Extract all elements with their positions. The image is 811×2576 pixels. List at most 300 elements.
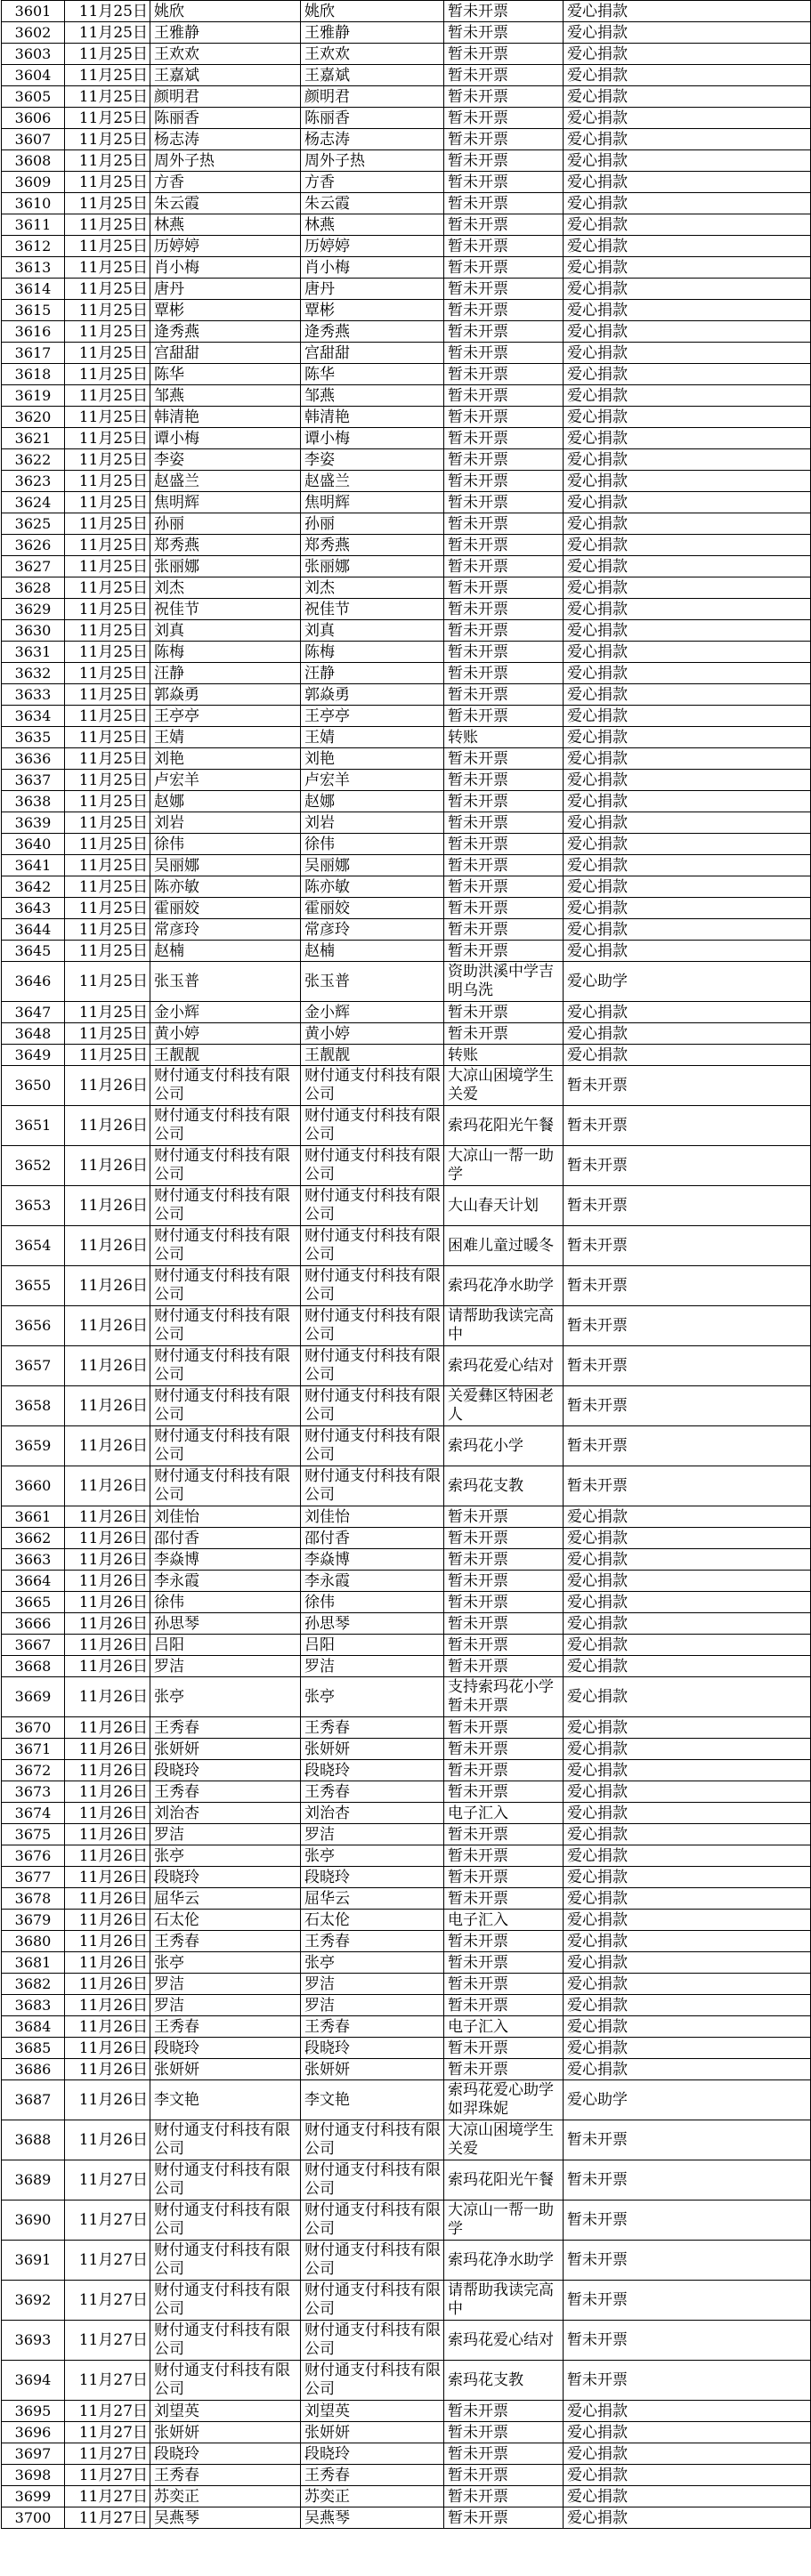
- serial-cell: 3700: [2, 2507, 65, 2529]
- date-cell: 11月25日: [65, 236, 150, 257]
- category-cell: 爱心捐款: [564, 1717, 811, 1739]
- category-cell: 爱心捐款: [564, 2059, 811, 2080]
- donor-cell: 罗洁: [150, 1656, 301, 1677]
- payer-cell: 宫甜甜: [301, 343, 444, 364]
- note-cell: 暂未开票: [444, 86, 564, 108]
- note-cell: 索玛花爱心结对: [444, 2321, 564, 2361]
- donor-cell: 王亭亭: [150, 706, 301, 727]
- donor-cell: 焦明辉: [150, 492, 301, 513]
- note-cell: 支持索玛花小学暂未开票: [444, 1677, 564, 1717]
- note-cell: 暂未开票: [444, 642, 564, 663]
- serial-cell: 3670: [2, 1717, 65, 1739]
- date-cell: 11月25日: [65, 364, 150, 385]
- serial-cell: 3639: [2, 812, 65, 834]
- payer-cell: 赵盛兰: [301, 471, 444, 492]
- date-cell: 11月26日: [65, 1226, 150, 1266]
- date-cell: 11月27日: [65, 2486, 150, 2507]
- date-cell: 11月25日: [65, 599, 150, 620]
- donor-cell: 财付通支付科技有限公司: [150, 1106, 301, 1146]
- note-cell: 请帮助我读完高中: [444, 2281, 564, 2321]
- donor-cell: 段晓玲: [150, 1867, 301, 1888]
- serial-cell: 3633: [2, 684, 65, 706]
- serial-cell: 3671: [2, 1739, 65, 1760]
- date-cell: 11月25日: [65, 22, 150, 44]
- note-cell: 暂未开票: [444, 834, 564, 855]
- table-row: [2, 1571, 811, 1592]
- payer-cell: 财付通支付科技有限公司: [301, 2321, 444, 2361]
- serial-cell: 3602: [2, 22, 65, 44]
- donor-cell: 宫甜甜: [150, 343, 301, 364]
- date-cell: 11月25日: [65, 86, 150, 108]
- donor-cell: 常彦玲: [150, 919, 301, 941]
- payer-cell: 谭小梅: [301, 428, 444, 449]
- category-cell: 爱心捐款: [564, 236, 811, 257]
- category-cell: 爱心捐款: [564, 44, 811, 65]
- date-cell: 11月27日: [65, 2465, 150, 2486]
- table-row: [2, 898, 811, 919]
- date-cell: 11月25日: [65, 791, 150, 812]
- category-cell: 爱心捐款: [564, 1, 811, 22]
- category-cell: 暂未开票: [564, 1346, 811, 1386]
- note-cell: 大凉山困境学生关爱: [444, 2120, 564, 2160]
- note-cell: 大凉山一帮一助学: [444, 1146, 564, 1186]
- category-cell: 爱心捐款: [564, 770, 811, 791]
- serial-cell: 3626: [2, 535, 65, 556]
- category-cell: 爱心捐款: [564, 321, 811, 343]
- payer-cell: 王秀春: [301, 2016, 444, 2038]
- payer-cell: 苏奕正: [301, 2486, 444, 2507]
- donor-cell: 罗洁: [150, 1974, 301, 1995]
- payer-cell: 汪静: [301, 663, 444, 684]
- payer-cell: 财付通支付科技有限公司: [301, 2160, 444, 2201]
- table-row: [2, 1106, 811, 1146]
- note-cell: 电子汇入: [444, 1803, 564, 1824]
- payer-cell: 王欢欢: [301, 44, 444, 65]
- serial-cell: 3689: [2, 2160, 65, 2201]
- serial-cell: 3688: [2, 2120, 65, 2160]
- donor-cell: 王靓靓: [150, 1045, 301, 1066]
- serial-cell: 3628: [2, 577, 65, 599]
- date-cell: 11月25日: [65, 214, 150, 236]
- date-cell: 11月26日: [65, 1346, 150, 1386]
- category-cell: 爱心捐款: [564, 684, 811, 706]
- note-cell: 暂未开票: [444, 791, 564, 812]
- serial-cell: 3695: [2, 2401, 65, 2422]
- payer-cell: 张亭: [301, 1952, 444, 1974]
- payer-cell: 段晓玲: [301, 1760, 444, 1781]
- date-cell: 11月27日: [65, 2321, 150, 2361]
- table-row: [2, 1592, 811, 1613]
- serial-cell: 3656: [2, 1306, 65, 1346]
- date-cell: 11月26日: [65, 1867, 150, 1888]
- serial-cell: 3630: [2, 620, 65, 642]
- category-cell: 爱心捐款: [564, 855, 811, 876]
- table-row: [2, 2321, 811, 2361]
- payer-cell: 唐丹: [301, 279, 444, 300]
- payer-cell: 孙思琴: [301, 1613, 444, 1635]
- donor-cell: 屈华云: [150, 1888, 301, 1910]
- donor-cell: 吴燕琴: [150, 2507, 301, 2529]
- note-cell: 暂未开票: [444, 492, 564, 513]
- table-row: [2, 2160, 811, 2201]
- category-cell: 暂未开票: [564, 2241, 811, 2281]
- date-cell: 11月26日: [65, 1426, 150, 1466]
- serial-cell: 3606: [2, 108, 65, 129]
- date-cell: 11月26日: [65, 1656, 150, 1677]
- donor-cell: 段晓玲: [150, 2038, 301, 2059]
- note-cell: 暂未开票: [444, 257, 564, 279]
- category-cell: 爱心捐款: [564, 86, 811, 108]
- date-cell: 11月25日: [65, 65, 150, 86]
- donor-cell: 李永霞: [150, 1571, 301, 1592]
- table-row: [2, 1386, 811, 1426]
- date-cell: 11月27日: [65, 2160, 150, 2201]
- date-cell: 11月25日: [65, 535, 150, 556]
- table-row: [2, 449, 811, 471]
- payer-cell: 财付通支付科技有限公司: [301, 1146, 444, 1186]
- category-cell: 爱心捐款: [564, 22, 811, 44]
- note-cell: 暂未开票: [444, 1867, 564, 1888]
- note-cell: 暂未开票: [444, 22, 564, 44]
- donor-cell: 张妍妍: [150, 2422, 301, 2443]
- payer-cell: 覃彬: [301, 300, 444, 321]
- date-cell: 11月25日: [65, 620, 150, 642]
- note-cell: 暂未开票: [444, 1613, 564, 1635]
- category-cell: 爱心捐款: [564, 65, 811, 86]
- date-cell: 11月25日: [65, 706, 150, 727]
- note-cell: 暂未开票: [444, 1824, 564, 1845]
- table-row: [2, 855, 811, 876]
- payer-cell: 周外子热: [301, 150, 444, 172]
- serial-cell: 3625: [2, 513, 65, 535]
- date-cell: 11月26日: [65, 1386, 150, 1426]
- donor-cell: 朱云霞: [150, 193, 301, 214]
- payer-cell: 财付通支付科技有限公司: [301, 1106, 444, 1146]
- table-row: [2, 65, 811, 86]
- category-cell: 爱心捐款: [564, 812, 811, 834]
- donor-cell: 邵付香: [150, 1528, 301, 1549]
- table-row: [2, 2120, 811, 2160]
- donor-cell: 张妍妍: [150, 2059, 301, 2080]
- donor-cell: 财付通支付科技有限公司: [150, 2321, 301, 2361]
- table-row: [2, 513, 811, 535]
- date-cell: 11月26日: [65, 1888, 150, 1910]
- table-row: [2, 364, 811, 385]
- donor-cell: 财付通支付科技有限公司: [150, 1266, 301, 1306]
- donor-cell: 孙丽: [150, 513, 301, 535]
- date-cell: 11月26日: [65, 1824, 150, 1845]
- table-row: [2, 2443, 811, 2465]
- payer-cell: 邹燕: [301, 385, 444, 407]
- donor-cell: 刘艳: [150, 748, 301, 770]
- serial-cell: 3646: [2, 962, 65, 1002]
- category-cell: 爱心捐款: [564, 1952, 811, 1974]
- table-row: [2, 1346, 811, 1386]
- date-cell: 11月25日: [65, 44, 150, 65]
- table-row: [2, 2507, 811, 2529]
- donor-cell: 吴丽娜: [150, 855, 301, 876]
- table-row: [2, 919, 811, 941]
- table-row: [2, 1549, 811, 1571]
- note-cell: 暂未开票: [444, 898, 564, 919]
- note-cell: 暂未开票: [444, 1717, 564, 1739]
- serial-cell: 3662: [2, 1528, 65, 1549]
- donor-cell: 吕阳: [150, 1635, 301, 1656]
- serial-cell: 3667: [2, 1635, 65, 1656]
- table-row: [2, 1803, 811, 1824]
- note-cell: 暂未开票: [444, 279, 564, 300]
- serial-cell: 3699: [2, 2486, 65, 2507]
- table-row: [2, 385, 811, 407]
- date-cell: 11月25日: [65, 492, 150, 513]
- donor-cell: 陈梅: [150, 642, 301, 663]
- table-row: [2, 1, 811, 22]
- date-cell: 11月25日: [65, 385, 150, 407]
- payer-cell: 方香: [301, 172, 444, 193]
- payer-cell: 王秀春: [301, 1931, 444, 1952]
- donor-cell: 段晓玲: [150, 2443, 301, 2465]
- category-cell: 暂未开票: [564, 1186, 811, 1226]
- donor-cell: 王欢欢: [150, 44, 301, 65]
- table-row: [2, 1613, 811, 1635]
- table-row: [2, 1002, 811, 1023]
- donor-cell: 李焱博: [150, 1549, 301, 1571]
- category-cell: 爱心捐款: [564, 577, 811, 599]
- serial-cell: 3696: [2, 2422, 65, 2443]
- note-cell: 索玛花净水助学: [444, 2241, 564, 2281]
- category-cell: 爱心捐款: [564, 1867, 811, 1888]
- category-cell: 爱心捐款: [564, 150, 811, 172]
- serial-cell: 3686: [2, 2059, 65, 2080]
- payer-cell: 罗洁: [301, 1974, 444, 1995]
- donor-cell: 财付通支付科技有限公司: [150, 2120, 301, 2160]
- table-row: [2, 770, 811, 791]
- donor-cell: 唐丹: [150, 279, 301, 300]
- payer-cell: 财付通支付科技有限公司: [301, 2241, 444, 2281]
- payer-cell: 财付通支付科技有限公司: [301, 1466, 444, 1506]
- payer-cell: 张玉普: [301, 962, 444, 1002]
- table-row: [2, 428, 811, 449]
- category-cell: 爱心捐款: [564, 492, 811, 513]
- date-cell: 11月25日: [65, 428, 150, 449]
- donor-cell: 财付通支付科技有限公司: [150, 2201, 301, 2241]
- note-cell: 暂未开票: [444, 1, 564, 22]
- category-cell: 爱心捐款: [564, 172, 811, 193]
- table-row: [2, 2059, 811, 2080]
- note-cell: 暂未开票: [444, 1781, 564, 1803]
- payer-cell: 刘岩: [301, 812, 444, 834]
- category-cell: 爱心捐款: [564, 1045, 811, 1066]
- note-cell: 暂未开票: [444, 684, 564, 706]
- payer-cell: 张丽娜: [301, 556, 444, 577]
- serial-cell: 3620: [2, 407, 65, 428]
- donor-cell: 张亭: [150, 1952, 301, 1974]
- donor-cell: 逄秀燕: [150, 321, 301, 343]
- note-cell: 索玛花阳光午餐: [444, 2160, 564, 2201]
- date-cell: 11月26日: [65, 1845, 150, 1867]
- date-cell: 11月26日: [65, 1931, 150, 1952]
- payer-cell: 王秀春: [301, 1781, 444, 1803]
- note-cell: 大山春天计划: [444, 1186, 564, 1226]
- table-row: [2, 1656, 811, 1677]
- serial-cell: 3616: [2, 321, 65, 343]
- donor-cell: 姚欣: [150, 1, 301, 22]
- date-cell: 11月25日: [65, 962, 150, 1002]
- donor-cell: 颜明君: [150, 86, 301, 108]
- table-row: [2, 2241, 811, 2281]
- payer-cell: 刘佳怡: [301, 1506, 444, 1528]
- serial-cell: 3647: [2, 1002, 65, 1023]
- donor-cell: 财付通支付科技有限公司: [150, 2361, 301, 2401]
- payer-cell: 李焱博: [301, 1549, 444, 1571]
- note-cell: 暂未开票: [444, 1549, 564, 1571]
- table-row: [2, 1226, 811, 1266]
- date-cell: 11月25日: [65, 407, 150, 428]
- date-cell: 11月26日: [65, 1549, 150, 1571]
- date-cell: 11月27日: [65, 2443, 150, 2465]
- serial-cell: 3697: [2, 2443, 65, 2465]
- note-cell: 暂未开票: [444, 300, 564, 321]
- payer-cell: 陈丽香: [301, 108, 444, 129]
- table-row: [2, 2486, 811, 2507]
- category-cell: 爱心捐款: [564, 1549, 811, 1571]
- category-cell: 暂未开票: [564, 2321, 811, 2361]
- donor-cell: 王秀春: [150, 1781, 301, 1803]
- donor-cell: 李文艳: [150, 2080, 301, 2120]
- serial-cell: 3676: [2, 1845, 65, 1867]
- serial-cell: 3684: [2, 2016, 65, 2038]
- donor-cell: 历婷婷: [150, 236, 301, 257]
- category-cell: 爱心捐款: [564, 1002, 811, 1023]
- category-cell: 暂未开票: [564, 2361, 811, 2401]
- table-row: [2, 812, 811, 834]
- table-row: [2, 407, 811, 428]
- payer-cell: 焦明辉: [301, 492, 444, 513]
- date-cell: 11月25日: [65, 1023, 150, 1045]
- payer-cell: 财付通支付科技有限公司: [301, 1066, 444, 1106]
- donor-cell: 张亭: [150, 1677, 301, 1717]
- donor-cell: 郑秀燕: [150, 535, 301, 556]
- table-row: [2, 834, 811, 855]
- payer-cell: 段晓玲: [301, 2443, 444, 2465]
- table-row: [2, 44, 811, 65]
- category-cell: 爱心捐款: [564, 1995, 811, 2016]
- serial-cell: 3669: [2, 1677, 65, 1717]
- payer-cell: 罗洁: [301, 1824, 444, 1845]
- note-cell: 暂未开票: [444, 748, 564, 770]
- table-row: [2, 1739, 811, 1760]
- note-cell: 暂未开票: [444, 1571, 564, 1592]
- table-row: [2, 2080, 811, 2120]
- donor-cell: 赵娜: [150, 791, 301, 812]
- category-cell: 爱心捐款: [564, 1571, 811, 1592]
- table-row: [2, 279, 811, 300]
- table-row: [2, 663, 811, 684]
- table-row: [2, 748, 811, 770]
- donor-cell: 财付通支付科技有限公司: [150, 1226, 301, 1266]
- note-cell: 资助洪溪中学吉明乌洗: [444, 962, 564, 1002]
- note-cell: 暂未开票: [444, 407, 564, 428]
- serial-cell: 3657: [2, 1346, 65, 1386]
- serial-cell: 3679: [2, 1910, 65, 1931]
- note-cell: 暂未开票: [444, 599, 564, 620]
- donor-cell: 周外子热: [150, 150, 301, 172]
- table-row: [2, 1952, 811, 1974]
- serial-cell: 3629: [2, 599, 65, 620]
- payer-cell: 祝佳节: [301, 599, 444, 620]
- category-cell: 爱心捐款: [564, 599, 811, 620]
- date-cell: 11月26日: [65, 1635, 150, 1656]
- note-cell: 索玛花爱心结对: [444, 1346, 564, 1386]
- table-row: [2, 343, 811, 364]
- date-cell: 11月25日: [65, 812, 150, 834]
- payer-cell: 朱云霞: [301, 193, 444, 214]
- payer-cell: 财付通支付科技有限公司: [301, 1306, 444, 1346]
- note-cell: 暂未开票: [444, 364, 564, 385]
- payer-cell: 吕阳: [301, 1635, 444, 1656]
- category-cell: 爱心捐款: [564, 1635, 811, 1656]
- serial-cell: 3613: [2, 257, 65, 279]
- date-cell: 11月26日: [65, 1106, 150, 1146]
- serial-cell: 3692: [2, 2281, 65, 2321]
- payer-cell: 财付通支付科技有限公司: [301, 1426, 444, 1466]
- category-cell: 暂未开票: [564, 2160, 811, 2201]
- serial-cell: 3693: [2, 2321, 65, 2361]
- payer-cell: 王秀春: [301, 1717, 444, 1739]
- note-cell: 暂未开票: [444, 1995, 564, 2016]
- donor-cell: 财付通支付科技有限公司: [150, 1146, 301, 1186]
- table-row: [2, 1306, 811, 1346]
- category-cell: 爱心捐款: [564, 748, 811, 770]
- note-cell: 暂未开票: [444, 471, 564, 492]
- date-cell: 11月25日: [65, 449, 150, 471]
- note-cell: 大凉山困境学生关爱: [444, 1066, 564, 1106]
- table-row: [2, 1995, 811, 2016]
- payer-cell: 林燕: [301, 214, 444, 236]
- category-cell: 爱心捐款: [564, 513, 811, 535]
- category-cell: 爱心捐款: [564, 129, 811, 150]
- serial-cell: 3617: [2, 343, 65, 364]
- donor-cell: 陈亦敏: [150, 876, 301, 898]
- payer-cell: 段晓玲: [301, 2038, 444, 2059]
- serial-cell: 3651: [2, 1106, 65, 1146]
- serial-cell: 3610: [2, 193, 65, 214]
- date-cell: 11月26日: [65, 1974, 150, 1995]
- table-row: [2, 214, 811, 236]
- donor-cell: 林燕: [150, 214, 301, 236]
- serial-cell: 3691: [2, 2241, 65, 2281]
- date-cell: 11月26日: [65, 1677, 150, 1717]
- table-row: [2, 257, 811, 279]
- category-cell: 爱心捐款: [564, 385, 811, 407]
- serial-cell: 3608: [2, 150, 65, 172]
- payer-cell: 金小辉: [301, 1002, 444, 1023]
- note-cell: 暂未开票: [444, 2486, 564, 2507]
- serial-cell: 3612: [2, 236, 65, 257]
- serial-cell: 3683: [2, 1995, 65, 2016]
- payer-cell: 陈华: [301, 364, 444, 385]
- note-cell: 索玛花阳光午餐: [444, 1106, 564, 1146]
- donor-cell: 肖小梅: [150, 257, 301, 279]
- note-cell: 暂未开票: [444, 1888, 564, 1910]
- note-cell: 暂未开票: [444, 2038, 564, 2059]
- table-row: [2, 2422, 811, 2443]
- donor-cell: 罗洁: [150, 1824, 301, 1845]
- donor-cell: 霍丽姣: [150, 898, 301, 919]
- date-cell: 11月25日: [65, 1, 150, 22]
- table-row: [2, 1466, 811, 1506]
- category-cell: 爱心捐款: [564, 1760, 811, 1781]
